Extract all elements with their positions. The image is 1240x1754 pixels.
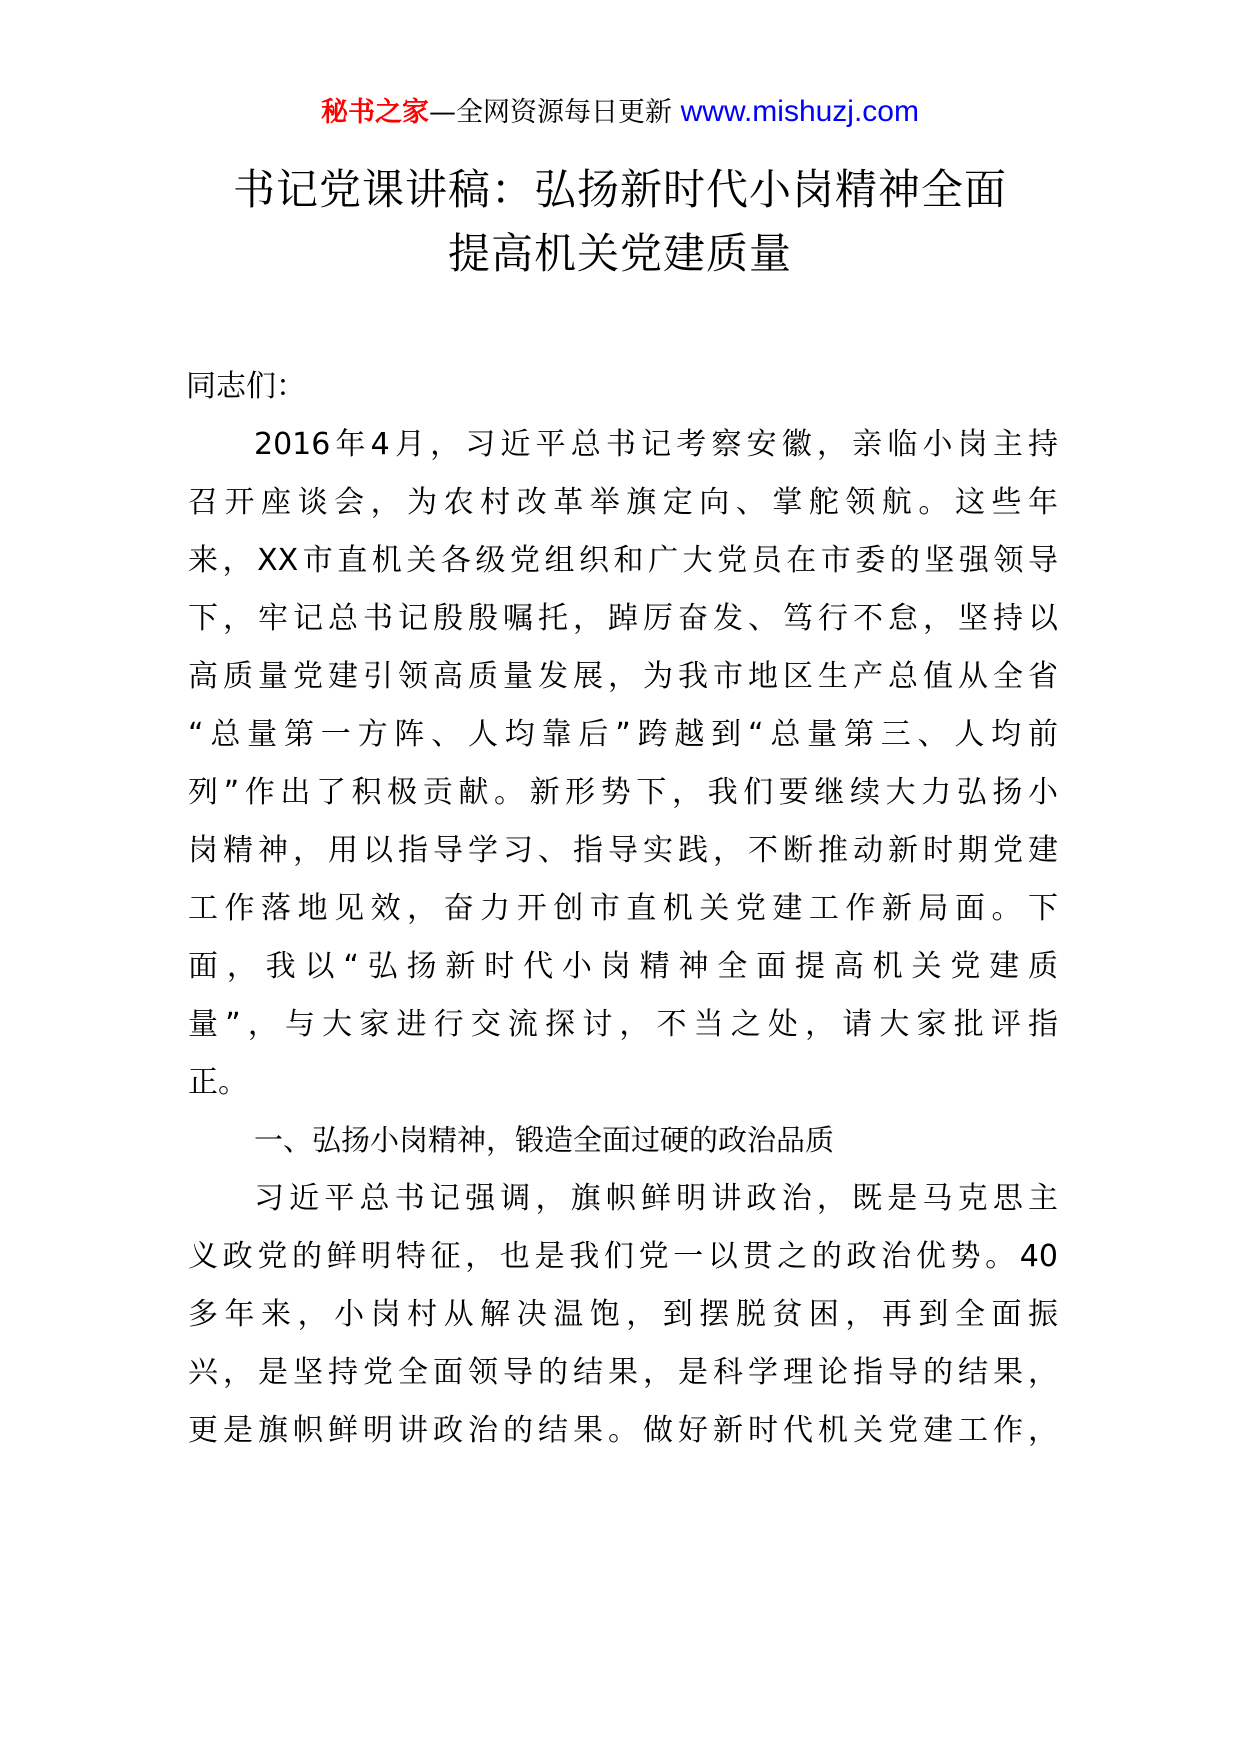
salutation: 同志们： [186, 369, 306, 404]
paragraph-line: 量”，与大家进行交流探讨，不当之处，请大家批评指 [188, 1007, 1058, 1042]
document-title [0, 160, 1240, 284]
document-title-line-2: 提高机关党建质量 [447, 229, 792, 278]
paragraph-line: 义政党的鲜明特征，也是我们党一以贯之的政治优势。40 [188, 1239, 1058, 1274]
paragraph-line: 2016年4月，习近平总书记考察安徽，亲临小岗主持 [254, 427, 1058, 462]
section-1-paragraph [188, 1170, 1058, 1460]
site-url-link[interactable]: www.mishuzj.com [680, 95, 919, 128]
paragraph-line: 列”作出了积极贡献。新形势下，我们要继续大力弘扬小 [188, 775, 1058, 810]
site-tagline: —全网资源每日更新 [429, 97, 673, 128]
intro-paragraph [188, 416, 1058, 1112]
paragraph-line: 习近平总书记强调，旗帜鲜明讲政治，既是马克思主 [254, 1181, 1058, 1216]
paragraph-line: 高质量党建引领高质量发展，为我市地区生产总值从全省 [188, 659, 1058, 694]
paragraph-line: 正。 [188, 1065, 248, 1100]
section-heading-1: 一、弘扬小岗精神，锻造全面过硬的政治品质 [254, 1125, 835, 1157]
paragraph-line: 召开座谈会，为农村改革举旗定向、掌舵领航。这些年 [188, 485, 1058, 520]
paragraph-line: 多年来，小岗村从解决温饱，到摆脱贫困，再到全面振 [188, 1297, 1058, 1332]
paragraph-line: 岗精神，用以指导学习、指导实践，不断推动新时期党建 [188, 833, 1058, 868]
paragraph-line: 下，牢记总书记殷殷嘱托，踔厉奋发、笃行不怠，坚持以 [188, 601, 1058, 636]
paragraph-line: 更是旗帜鲜明讲政治的结果。做好新时代机关党建工作， [188, 1413, 1058, 1448]
paragraph-line: 兴，是坚持党全面领导的结果，是科学理论指导的结果， [188, 1355, 1058, 1390]
paragraph-line: 面，我以“弘扬新时代小岗精神全面提高机关党建质 [188, 949, 1058, 984]
site-header-banner [0, 92, 1240, 133]
paragraph-line: 来，XX市直机关各级党组织和广大党员在市委的坚强领导 [188, 543, 1058, 578]
paragraph-line: “总量第一方阵、人均靠后”跨越到“总量第三、人均前 [188, 717, 1058, 752]
paragraph-line: 工作落地见效，奋力开创市直机关党建工作新局面。下 [188, 891, 1058, 926]
document-body [188, 358, 1058, 1460]
document-title-line-1: 书记党课讲稿：弘扬新时代小岗精神全面 [232, 165, 1007, 214]
site-name: 秘书之家 [321, 97, 430, 128]
